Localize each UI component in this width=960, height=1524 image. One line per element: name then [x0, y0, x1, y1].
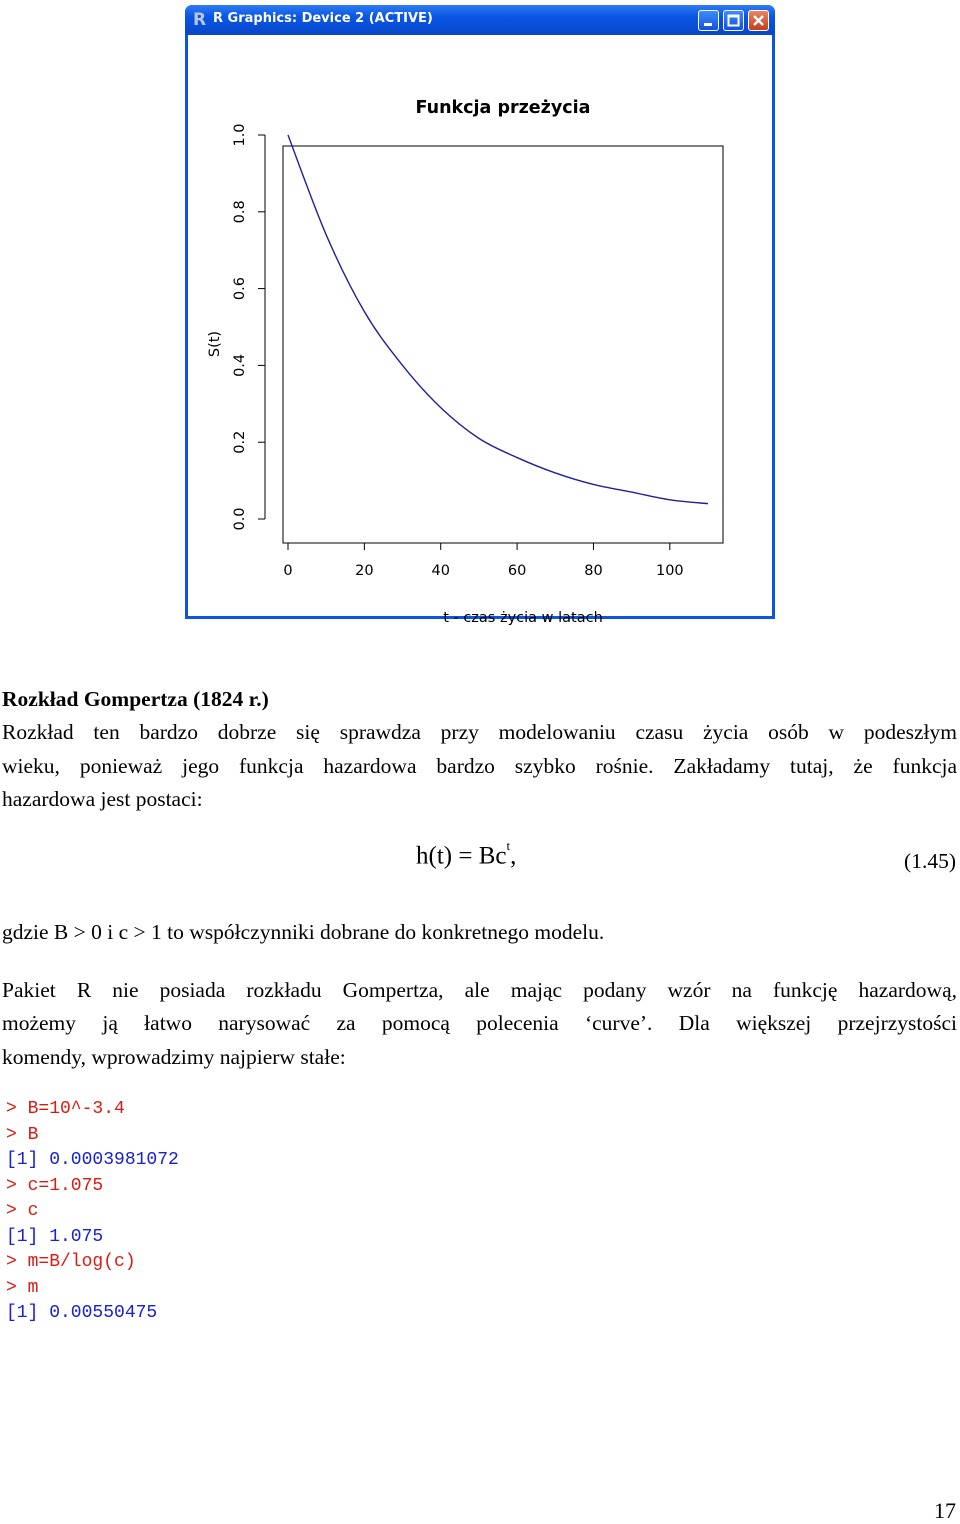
formula-end: , — [510, 842, 517, 870]
x-tick-label: 20 — [355, 563, 374, 579]
survival-chart — [188, 35, 772, 626]
maximize-icon — [724, 11, 743, 30]
x-tick-label: 60 — [507, 563, 527, 579]
window-titlebar[interactable] — [185, 5, 775, 35]
console-command: > B — [6, 1124, 39, 1145]
console-command: > B=10^-3.4 — [6, 1099, 125, 1119]
paragraph-line: komendy, wprowadzimy najpierw stałe: — [2, 1045, 346, 1069]
x-tick-label: 0 — [283, 563, 293, 579]
r-logo-icon: R — [193, 10, 207, 30]
close-button[interactable] — [748, 10, 769, 31]
y-tick-label: 0.0 — [232, 507, 248, 531]
paragraph-line: możemy ją łatwo narysować za pomocą polecenia ‘curve’. Dla większej przejrzystości — [2, 1011, 957, 1035]
paragraph-line: Pakiet R nie posiada rozkładu Gompertza, ale mając podany wzór na funkcję hazardową, — [2, 978, 957, 1002]
y-tick-label: 0.6 — [232, 277, 248, 301]
console-command: > c — [6, 1201, 39, 1221]
console-command: > m=B/log(c) — [6, 1252, 136, 1272]
x-tick-label: 40 — [431, 563, 450, 579]
paragraph-line: hazardowa jest postaci: — [2, 787, 203, 811]
hazard-formula — [416, 838, 517, 870]
maximize-button[interactable] — [723, 10, 744, 31]
x-axis — [283, 543, 683, 579]
y-tick-label: 0.8 — [232, 200, 248, 224]
x-axis-label: t - czas życia w latach — [443, 610, 603, 626]
close-icon — [749, 11, 768, 30]
paragraph-line: Rozkład ten bardzo dobrze się sprawdza przy modelowaniu czasu życia osób w podeszłym — [2, 720, 957, 744]
r-console-output — [6, 1097, 179, 1327]
window-title: R Graphics: Device 2 (ACTIVE) — [213, 11, 433, 26]
paragraph: gdzie B > 0 i c > 1 to współczynniki dobrane do konkretnego modelu. — [2, 920, 605, 944]
x-tick-label: 80 — [584, 563, 603, 579]
console-command: > c=1.075 — [6, 1175, 104, 1196]
y-axis — [232, 123, 265, 530]
y-tick-label: 0.4 — [232, 353, 248, 377]
y-tick-label: 1.0 — [232, 123, 248, 147]
section-heading: Rozkład Gompertza (1824 r.) — [2, 687, 269, 711]
formula-main: h(t) = Bc — [416, 842, 507, 870]
minimize-button[interactable] — [698, 10, 719, 31]
y-axis-label: S(t) — [207, 330, 223, 358]
console-output: [1] 0.0003981072 — [6, 1150, 179, 1170]
minimize-icon — [699, 11, 718, 30]
r-graphics-window — [185, 5, 775, 626]
x-tick-label: 100 — [655, 563, 684, 579]
formula-exponent: t — [506, 838, 511, 853]
paragraph-line: wieku, ponieważ jego funkcja hazardowa bardzo szybko rośnie. Zakładamy tutaj, że funkcja — [2, 754, 957, 778]
page-number: 17 — [934, 1498, 956, 1523]
equation-number: (1.45) — [904, 849, 956, 873]
console-command: > m — [6, 1277, 39, 1298]
y-tick-label: 0.2 — [232, 430, 248, 454]
console-output: [1] 1.075 — [6, 1226, 104, 1247]
series-line — [288, 135, 708, 504]
plot-canvas — [188, 35, 772, 626]
chart-title: Funkcja przeżycia — [415, 98, 591, 118]
plot-box — [283, 146, 723, 543]
console-output: [1] 0.00550475 — [6, 1303, 158, 1323]
